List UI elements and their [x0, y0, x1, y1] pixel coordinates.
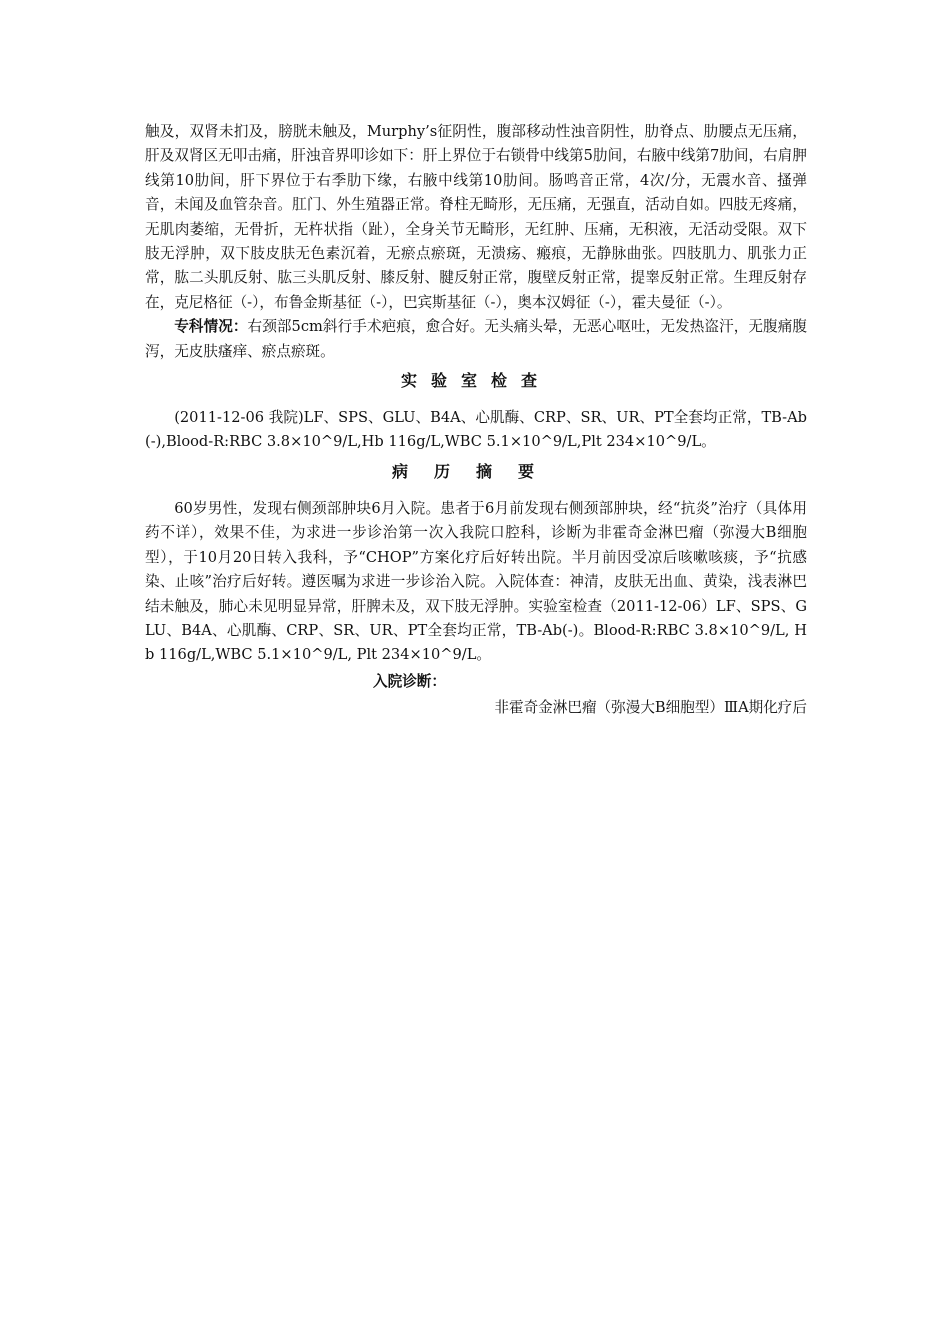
- physical-exam-paragraph: 触及，双肾未扪及，膀胱未触及，Murphy’s征阴性，腹部移动性浊音阴性，肋脊点、肋腰点无压痛，肝及双肾区无叩击痛，肝浊音界叩诊如下：肝上界位于右锁骨中线第5肋间，右腋中线第7肋间，右肩胛线第10肋间，肝下界位于右季肋下缘，右腋中线第10肋间。肠鸣音正常，4次/分，无震水音、搔弹音，未闻及血管杂音。肛门、外生殖器正常。脊柱无畸形，无压痛，无强直，活动自如。四肢无疼痛，无肌肉萎缩，无骨折，无杵状指（趾），全身关节无畸形，无红肿、压痛，无积液，无活动受限。双下肢无浮肿，双下肢皮肤无色素沉着，无瘀点瘀斑，无溃疡、瘢痕，无静脉曲张。四肢肌力、肌张力正常，肱二头肌反射、肱三头肌反射、膝反射、腱反射正常，腹壁反射正常，提睾反射正常。生理反射存在，克尼格征（-），布鲁金斯基征（-），巴宾斯基征（-），奥本汉姆征（-），霍夫曼征（-）。: [145, 123, 807, 311]
- document-page: [145, 120, 807, 720]
- specialty-text: 右颈部5cm斜行手术疤痕，愈合好。无头痛头晕，无恶心呕吐，无发热盗汗，无腹痛腹泻，无皮肤瘙痒、瘀点瘀斑。: [145, 318, 807, 360]
- specialty-paragraph: [145, 315, 807, 364]
- diagnosis-label: 入院诊断：: [373, 672, 446, 690]
- lab-heading: 实验室检查: [400, 371, 551, 391]
- summary-heading: 病历摘要: [391, 461, 560, 481]
- specialty-label: 专科情况：: [174, 318, 248, 336]
- lab-paragraph: (2011-12-06 我院)LF、SPS、GLU、B4A、心肌酶、CRP、SR、UR、PT全套均正常，TB-Ab(-),Blood-R:RBC 3.8×10^9/L,Hb 116g/L,WBC 5.1×10^9/L,Plt 234×10^9/L。: [145, 409, 807, 451]
- summary-paragraph: 60岁男性，发现右侧颈部肿块6月入院。患者于6月前发现右侧颈部肿块，经“抗炎”治疗（具体用药不详），效果不佳，为求进一步诊治第一次入我院口腔科，诊断为非霍奇金淋巴瘤（弥漫大B细胞型），于10月20日转入我科，予“CHOP”方案化疗后好转出院。半月前因受凉后咳嗽咳痰，予“抗感染、止咳”治疗后好转。遵医嘱为求进一步诊治入院。入院体查：神清，皮肤无出血、黄染，浅表淋巴结未触及，肺心未见明显异常，肝脾未及，双下肢无浮肿。实验室检查（2011-12-06）LF、SPS、GLU、B4A、心肌酶、CRP、SR、UR、PT全套均正常，TB-Ab(-)。Blood-R:RBC 3.8×10^9/L, Hb 116g/L,WBC 5.1×10^9/L, Plt 234×10^9/L。: [145, 499, 807, 664]
- diagnosis-text: 非霍奇金淋巴瘤（弥漫大B细胞型）ⅢA期化疗后: [494, 698, 807, 716]
